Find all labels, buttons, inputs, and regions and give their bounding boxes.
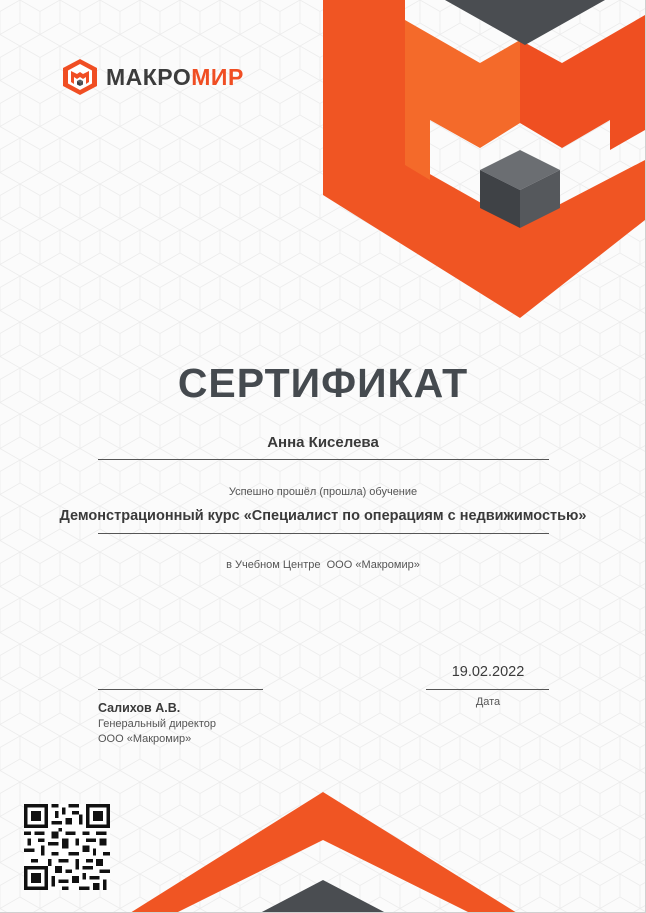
qr-code-icon [24, 804, 110, 890]
training-center-text: в Учебном Центре ООО «Макромир» [226, 559, 420, 571]
macromir-cube-logo-icon [60, 57, 100, 97]
issue-date: 19.02.2022 [451, 664, 525, 680]
date-label: Дата [475, 696, 501, 708]
signer-organization: ООО «Макромир» [98, 733, 192, 745]
course-name: Демонстрационный курс «Специалист по операциям с недвижимостью» [59, 508, 587, 524]
logo-text-makro: МАКРО [106, 64, 192, 90]
course-underline [98, 533, 549, 534]
certificate-title: СЕРТИФИКАТ [177, 360, 469, 406]
name-underline [98, 459, 549, 460]
logo-text-mir: МИР [191, 64, 244, 90]
completed-text: Успешно прошёл (прошла) обучение [228, 486, 418, 498]
logo-wordmark [106, 57, 244, 97]
company-logo [60, 57, 244, 97]
signature-line [98, 689, 263, 690]
signer-name: Салихов А.В. [98, 701, 181, 715]
date-underline [426, 689, 549, 690]
recipient-name: Анна Киселева [267, 434, 379, 451]
signer-role: Генеральный директор [98, 718, 216, 730]
